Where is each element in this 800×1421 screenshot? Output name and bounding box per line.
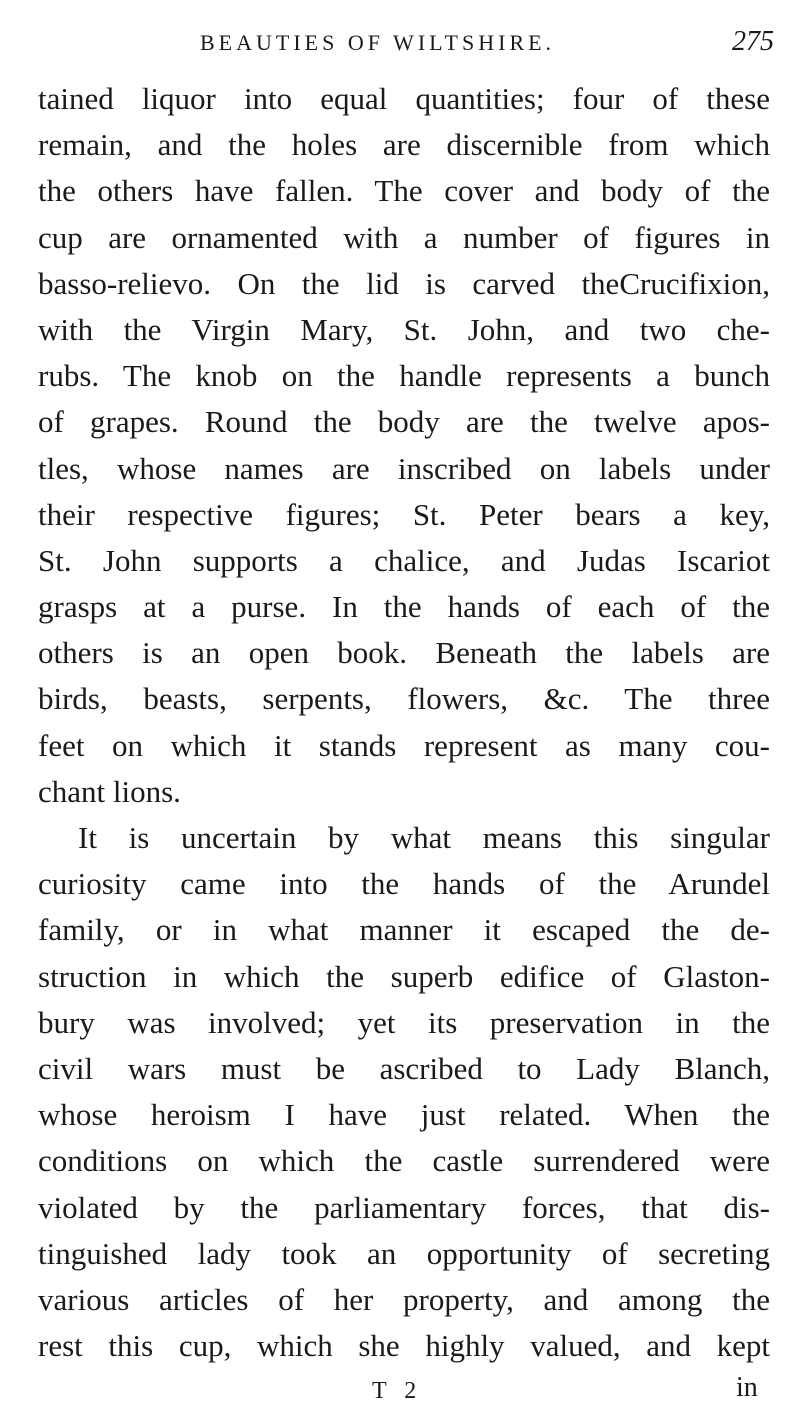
text-line: whose heroism I have just related. When the <box>38 1097 770 1133</box>
text-line: remain, and the holes are discernible from which <box>38 127 770 163</box>
text-line: chant lions. <box>38 773 181 809</box>
text-line: with the Virgin Mary, St. John, and two che- <box>38 311 770 347</box>
text-line: conditions on which the castle surrendered were <box>38 1143 770 1179</box>
running-title: BEAUTIES OF WILTSHIRE. <box>200 30 556 55</box>
text-line: rest this cup, which she highly valued, and kept <box>38 1328 770 1364</box>
running-head <box>0 26 800 60</box>
catchword: in <box>736 1372 758 1403</box>
text-line: It is uncertain by what means this singular <box>78 820 770 855</box>
text-line: struction in which the superb edifice of Glaston- <box>38 958 770 994</box>
text-line: bury was involved; yet its preservation in the <box>38 1004 770 1040</box>
text-line: family, or in what manner it escaped the de- <box>38 912 770 948</box>
text-line: various articles of her property, and among the <box>38 1281 770 1317</box>
text-line: curiosity came into the hands of the Arundel <box>38 866 770 902</box>
signature-mark: T 2 <box>372 1378 423 1404</box>
text-line: the others have fallen. The cover and body of the <box>38 173 770 209</box>
text-line: civil wars must be ascribed to Lady Blanch, <box>38 1050 770 1086</box>
text-line: of grapes. Round the body are the twelve apos- <box>38 404 770 440</box>
text-line: violated by the parliamentary forces, that dis- <box>38 1189 770 1225</box>
text-line: their respective figures; St. Peter bears a key, <box>38 496 770 532</box>
text-line: tained liquor into equal quantities; four of these <box>38 81 770 116</box>
text-line: rubs. The knob on the handle represents a bunch <box>38 358 770 394</box>
text-line: others is an open book. Beneath the labels are <box>38 635 770 671</box>
text-line: tles, whose names are inscribed on labels under <box>38 450 770 486</box>
text-line: tinguished lady took an opportunity of secreting <box>38 1235 770 1271</box>
text-line: St. John supports a chalice, and Judas Iscariot <box>38 542 770 578</box>
text-line: birds, beasts, serpents, flowers, &c. The three <box>38 681 770 717</box>
page-number: 275 <box>732 26 774 57</box>
text-line: cup are ornamented with a number of figures in <box>38 219 770 255</box>
text-line: feet on which it stands represent as many cou- <box>38 727 770 763</box>
body-text <box>38 76 770 1369</box>
text-line: basso-relievo. On the lid is carved theCrucifixion, <box>38 265 770 301</box>
text-line: grasps at a purse. In the hands of each of the <box>38 589 770 625</box>
